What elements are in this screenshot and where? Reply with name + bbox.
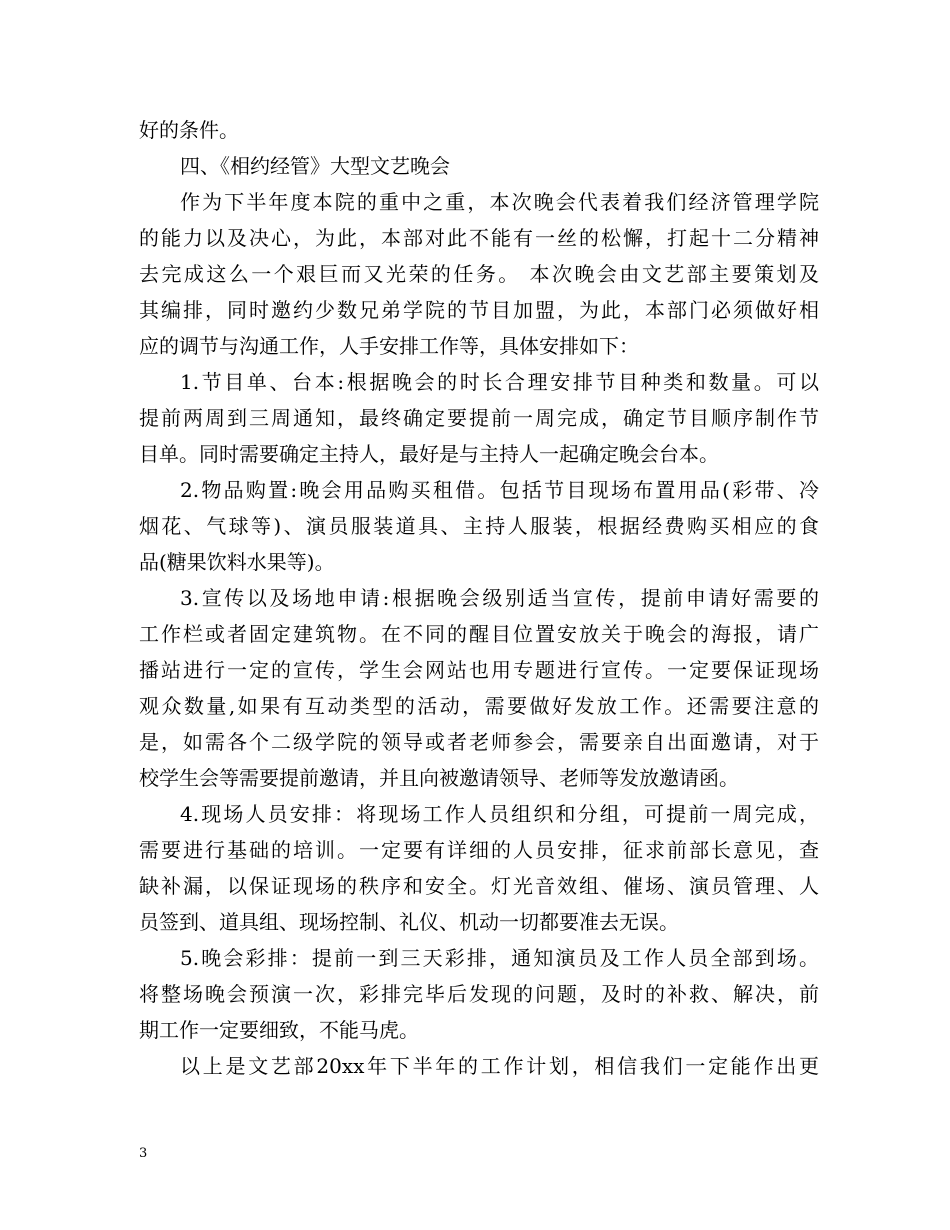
list-item-line: 3.宣传以及场地申请:根据晚会级别适当宣传，提前申请好需要的 [180,586,819,610]
list-item-line: 2.物品购置:晚会用品购买租借。包括节目现场布置用品(彩带、冷 [180,478,819,502]
list-item-line: 5.晚会彩排：提前一到三天彩排，通知演员及工作人员全部到场。 [180,946,819,970]
body-text-line: 好的条件。 [139,118,239,142]
body-text-line: 去完成这么一个艰巨而又光荣的任务。 本次晚会由文艺部主要策划及 [139,262,819,286]
body-text-line: 期工作一定要细致，不能马虎。 [139,1018,419,1042]
body-text-line: 其编排，同时邀约少数兄弟学院的节目加盟，为此，本部门必须做好相 [139,298,819,322]
body-text-line: 提前两周到三周通知，最终确定要提前一周完成，确定节目顺序制作节 [139,406,819,430]
body-text-line: 烟花、气球等)、演员服装道具、主持人服装，根据经费购买相应的食 [139,514,819,538]
body-text-line: 应的调节与沟通工作，人手安排工作等，具体安排如下： [139,334,639,358]
body-text-line: 工作栏或者固定建筑物。在不同的醒目位置安放关于晚会的海报，请广 [139,622,819,646]
body-text-line: 的能力以及决心，为此，本部对此不能有一丝的松懈，打起十二分精神 [139,226,819,250]
body-text-line: 以上是文艺部20xx年下半年的工作计划，相信我们一定能作出更 [180,1054,819,1078]
section-heading: 四、《相约经管》大型文艺晚会 [180,154,450,178]
body-text-line: 校学生会等需要提前邀请，并且向被邀请领导、老师等发放邀请函。 [139,766,739,790]
body-text-line: 需要进行基础的培训。一定要有详细的人员安排，征求前部长意见，查 [139,838,819,862]
body-text-line: 观众数量,如果有互动类型的活动，需要做好发放工作。还需要注意的 [139,694,819,718]
list-item-line: 4.现场人员安排：将现场工作人员组织和分组，可提前一周完成， [180,802,819,826]
body-text-line: 播站进行一定的宣传，学生会网站也用专题进行宣传。一定要保证现场 [139,658,819,682]
body-text-line: 员签到、道具组、现场控制、礼仪、机动一切都要准去无误。 [139,910,679,934]
body-text-line: 缺补漏，以保证现场的秩序和安全。灯光音效组、催场、演员管理、人 [139,874,819,898]
body-text-line: 作为下半年度本院的重中之重，本次晚会代表着我们经济管理学院 [180,190,819,214]
list-item-line: 1.节目单、台本:根据晚会的时长合理安排节目种类和数量。可以 [180,370,819,394]
body-text-line: 将整场晚会预演一次，彩排完毕后发现的问题，及时的补救、解决，前 [139,982,819,1006]
body-text-line: 品(糖果饮料水果等)。 [139,550,335,574]
page-number: 3 [139,1146,148,1161]
body-text-line: 目单。同时需要确定主持人，最好是与主持人一起确定晚会台本。 [139,442,719,466]
body-text-line: 是，如需各个二级学院的领导或者老师参会，需要亲自出面邀请，对于 [139,730,819,754]
